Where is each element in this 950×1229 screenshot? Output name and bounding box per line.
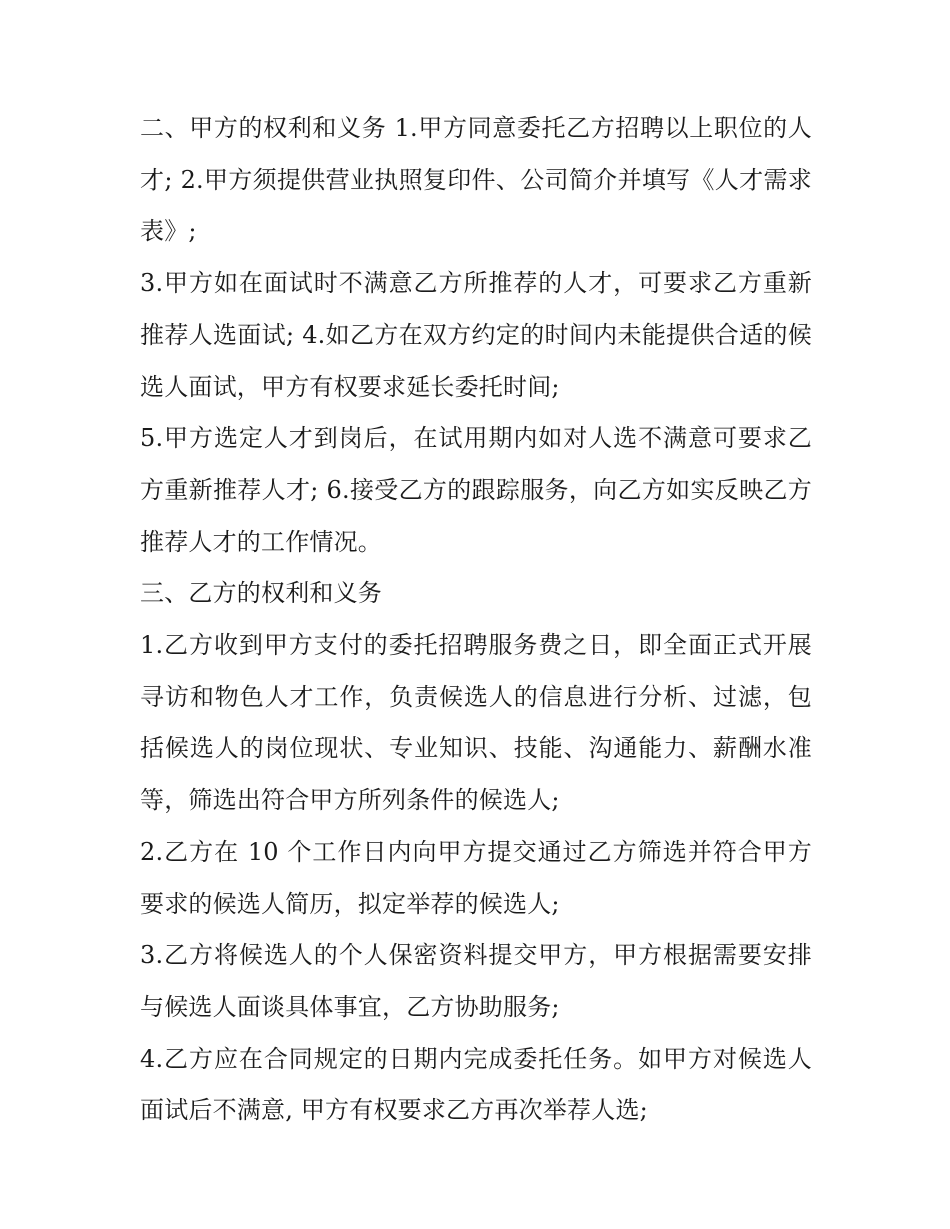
- document-body: [140, 103, 812, 1137]
- paragraph-party-b-4: 4.乙方应在合同规定的日期内完成委托任务。如甲方对候选人面试后不满意, 甲方有权要求乙方再次举荐人选;: [140, 1044, 812, 1125]
- paragraph-party-a-rights-1: 二、甲方的权利和义务 1.甲方同意委托乙方招聘以上职位的人才; 2.甲方须提供营业执照复印件、公司简介并填写《人才需求表》;: [140, 114, 812, 246]
- paragraph-party-a-rights-3: 3.甲方如在面试时不满意乙方所推荐的人才，可要求乙方重新推荐人选面试; 4.如乙方在双方约定的时间内未能提供合适的候选人面试，甲方有权要求延长委托时间;: [140, 269, 812, 401]
- section-heading-party-b: 三、乙方的权利和义务: [140, 579, 382, 608]
- paragraph-party-b-1: 1.乙方收到甲方支付的委托招聘服务费之日，即全面正式开展寻访和物色人才工作，负责候选人的信息进行分析、过滤，包括候选人的岗位现状、专业知识、技能、沟通能力、薪酬水准等，筛选出符合甲方所列条件的候选人;: [140, 631, 812, 815]
- paragraph-party-b-2: 2.乙方在 10 个工作日内向甲方提交通过乙方筛选并符合甲方要求的候选人简历，拟定举荐的候选人;: [140, 837, 812, 918]
- paragraph-party-a-rights-5: 5.甲方选定人才到岗后，在试用期内如对人选不满意可要求乙方重新推荐人才; 6.接受乙方的跟踪服务，向乙方如实反映乙方推荐人才的工作情况。: [140, 424, 812, 556]
- paragraph-party-b-3: 3.乙方将候选人的个人保密资料提交甲方，甲方根据需要安排与候选人面谈具体事宜，乙方协助服务;: [140, 941, 812, 1021]
